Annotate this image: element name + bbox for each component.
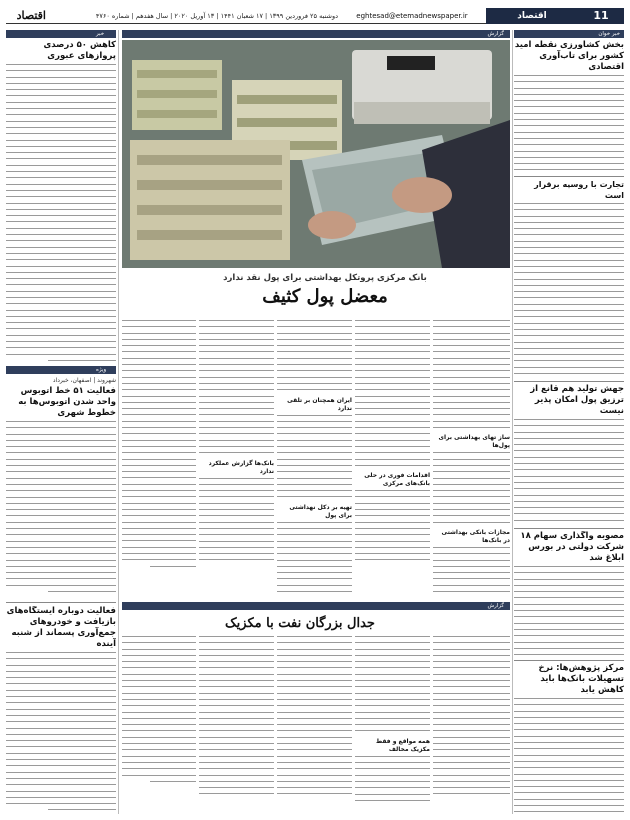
masthead [6,8,624,24]
article-body [277,522,352,596]
column-divider [512,30,513,814]
article-body [433,320,510,431]
article-body [199,636,274,798]
article-body [355,636,430,735]
main-article-col-2 [355,318,430,596]
article-body [433,636,510,798]
headline: تجارت با روسیه برقرار است [534,180,624,200]
article-body [355,320,430,469]
right-article-2 [514,179,624,379]
second-article-col-5 [122,634,196,814]
second-article-title: جدال بزرگان نفت با مکزیک [225,616,375,631]
subhead: تهیه بر دکل نهداشتی برای پول [289,503,352,519]
article-body [277,320,352,394]
article-body [6,421,116,595]
headline: فعالیت ۵۱ خط اتوبوس واحد شدن اتوبوس‌ها به خطوط شهری [18,386,116,418]
article-body [355,756,430,804]
tag-special: ویژه [92,366,110,374]
divider [514,528,624,529]
subhead: بانک‌ها گزارش عملکرد ندارد [208,459,274,475]
second-article-col-1 [433,634,510,814]
divider [514,660,624,661]
article-body [6,64,116,362]
subhead: ساز تهای بهداشتی برای پول‌ها [438,434,510,450]
headline: مرکز پژوهش‌ها: نرخ تسهیلات بانک‌ها باید کاهش یابد [538,663,624,695]
tag-report-2: گزارش [483,602,508,610]
left-article-2 [6,377,116,599]
headline: مصوبه واگذاری سهام ۱۸ شرکت دولتی در بورس ابلاغ شد [520,531,624,563]
headline: جهش تولید هم قانع از ترزیق پول امکان پذیر نیست [530,384,624,416]
headline: بخش کشاورزی نقطه امید کشور برای تاب‌آوری اقتصادی [514,40,624,72]
section-title: اقتصاد [486,8,578,24]
subhead: افدامات فوری در حلی بانک‌های مرکزی [364,472,430,488]
column-divider [118,30,119,814]
right-article-3 [514,384,624,526]
right-article-1 [514,40,624,175]
article-body [199,320,274,457]
article-body [514,698,624,813]
tag-news: خبر [92,30,108,38]
issue-date: دوشنبه ۲۵ فروردین ۱۳۹۹ | ۱۷ شعبان ۱۴۴۱ | ۱۳ آوریل ۲۰۲۰ | سال هفدهم | شماره ۴۷۶۰ [95,11,338,20]
article-body [6,652,116,814]
byline: شهروند | اصفهان، خبرداد [52,377,116,384]
article-body [514,203,624,379]
main-article-col-4 [199,318,274,596]
main-article-col-3 [277,318,352,596]
subhead: همه مواقع و فقط مکزیک مخالف [375,737,430,753]
article-body [355,490,430,564]
page-number: 11 [578,8,624,24]
article-body [514,566,624,658]
article-body [514,75,624,175]
report-tag-bar [122,30,510,38]
tag-news-reader: خبر خوان [594,30,624,38]
left-article-1 [6,40,116,362]
headline: کاهش ۵۰ درصدی پروازهای عبوری [43,40,116,61]
main-article-col-5 [122,318,196,596]
email-address[interactable]: eghtesad@etemadnewspaper.ir [356,11,468,20]
article-body [433,452,510,526]
article-body [514,419,624,526]
tag-report: گزارش [483,30,508,38]
article-body [277,415,352,501]
subhead: ایران همچنان بر تلقی ندارد [287,396,352,412]
article-body [199,478,274,564]
main-article-col-1 [433,318,510,596]
photo-illustration [122,40,510,268]
article-body [122,636,196,785]
right-article-5 [514,663,624,813]
article-body [277,636,352,798]
newspaper-logo: اقتصاد [16,9,46,22]
headline: فعالیت دوباره ایستگاه‌های بازیافت و خودروهای جمع‌آوری پسماند از شنبه آینده [6,606,116,649]
article-body [433,547,510,595]
article-body [122,320,196,570]
divider [6,602,116,603]
cash-counting-photo [122,40,510,268]
main-article-kicker: بانک مرکزی پروتکل بهداشتی برای پول نقد ندارد [223,273,427,283]
second-tag-bar [122,602,510,610]
right-article-4 [514,531,624,658]
main-article-title: معضل پول کثیف [262,286,388,307]
divider [514,176,624,177]
left-article-3 [6,606,116,814]
divider [514,381,624,382]
second-article-col-2 [355,634,430,814]
subhead: مجازات بانکی بهداشتی در بانک‌ها [441,528,510,544]
second-article-col-3 [277,634,352,814]
second-article-col-4 [199,634,274,814]
